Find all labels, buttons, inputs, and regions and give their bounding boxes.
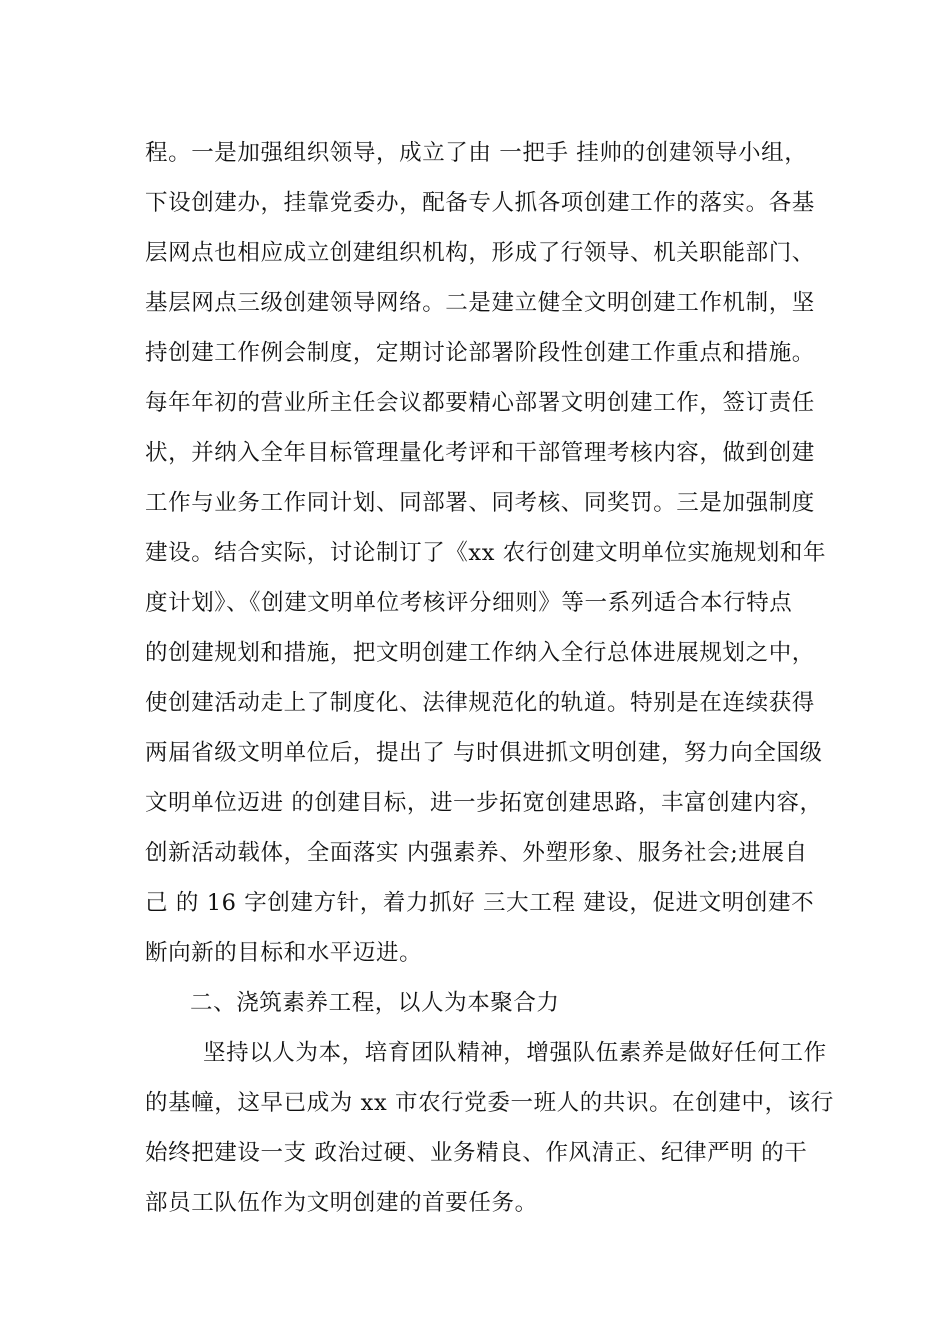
text-line: 程。一是加强组织领导，成立了由 一把手 挂帅的创建领导小组， [145,140,808,166]
text-line: 工作与业务工作同计划、同部署、同考核、同奖罚。三是加强制度 [145,490,815,516]
section-heading: 二、浇筑素养工程，以人为本聚合力 [190,990,560,1016]
text-line: 层网点也相应成立创建组织机构，形成了行领导、机关职能部门、 [145,240,815,266]
text-line: 每年年初的营业所主任会议都要精心部署文明创建工作，签订责任 [145,390,815,416]
text-line: 始终把建设一支 政治过硬、业务精良、作风清正、纪律严明 的干 [145,1140,808,1166]
text-line: 两届省级文明单位后，提出了 与时俱进抓文明创建，努力向全国级 [145,740,823,766]
text-line: 度计划》、《创建文明单位考核评分细则》等一系列适合本行特点 [145,590,793,616]
text-line: 己 的 16 字创建方针，着力抓好 三大工程 建设，促进文明创建不 [145,890,815,916]
text-line: 下设创建办，挂靠党委办，配备专人抓各项创建工作的落实。各基 [145,190,815,216]
text-line: 部员工队伍作为文明创建的首要任务。 [145,1190,538,1216]
text-line: 的基幢，这早已成为 xx 市农行党委一班人的共识。在创建中，该行 [145,1090,834,1116]
text-line: 状，并纳入全年目标管理量化考评和干部管理考核内容，做到创建 [145,440,815,466]
text-line: 创新活动载体，全面落实 内强素养、外塑形象、服务社会;进展自 [145,840,808,866]
text-line: 建设。结合实际，讨论制订了《xx 农行创建文明单位实施规划和年 [145,540,827,566]
text-line: 坚持以人为本，培育团队精神，增强队伍素养是做好任何工作 [203,1040,827,1066]
text-line: 持创建工作例会制度，定期讨论部署阶段性创建工作重点和措施。 [145,340,815,366]
text-line: 断向新的目标和水平迈进。 [145,940,423,966]
text-line: 基层网点三级创建领导网络。二是建立健全文明创建工作机制，坚 [145,290,815,316]
text-line: 文明单位迈进 的创建目标，进一步拓宽创建思路，丰富创建内容， [145,790,823,816]
text-line: 使创建活动走上了制度化、法律规范化的轨道。特别是在连续获得 [145,690,815,716]
document-body [145,128,834,1228]
text-line: 的创建规划和措施，把文明创建工作纳入全行总体进展规划之中， [145,640,815,666]
